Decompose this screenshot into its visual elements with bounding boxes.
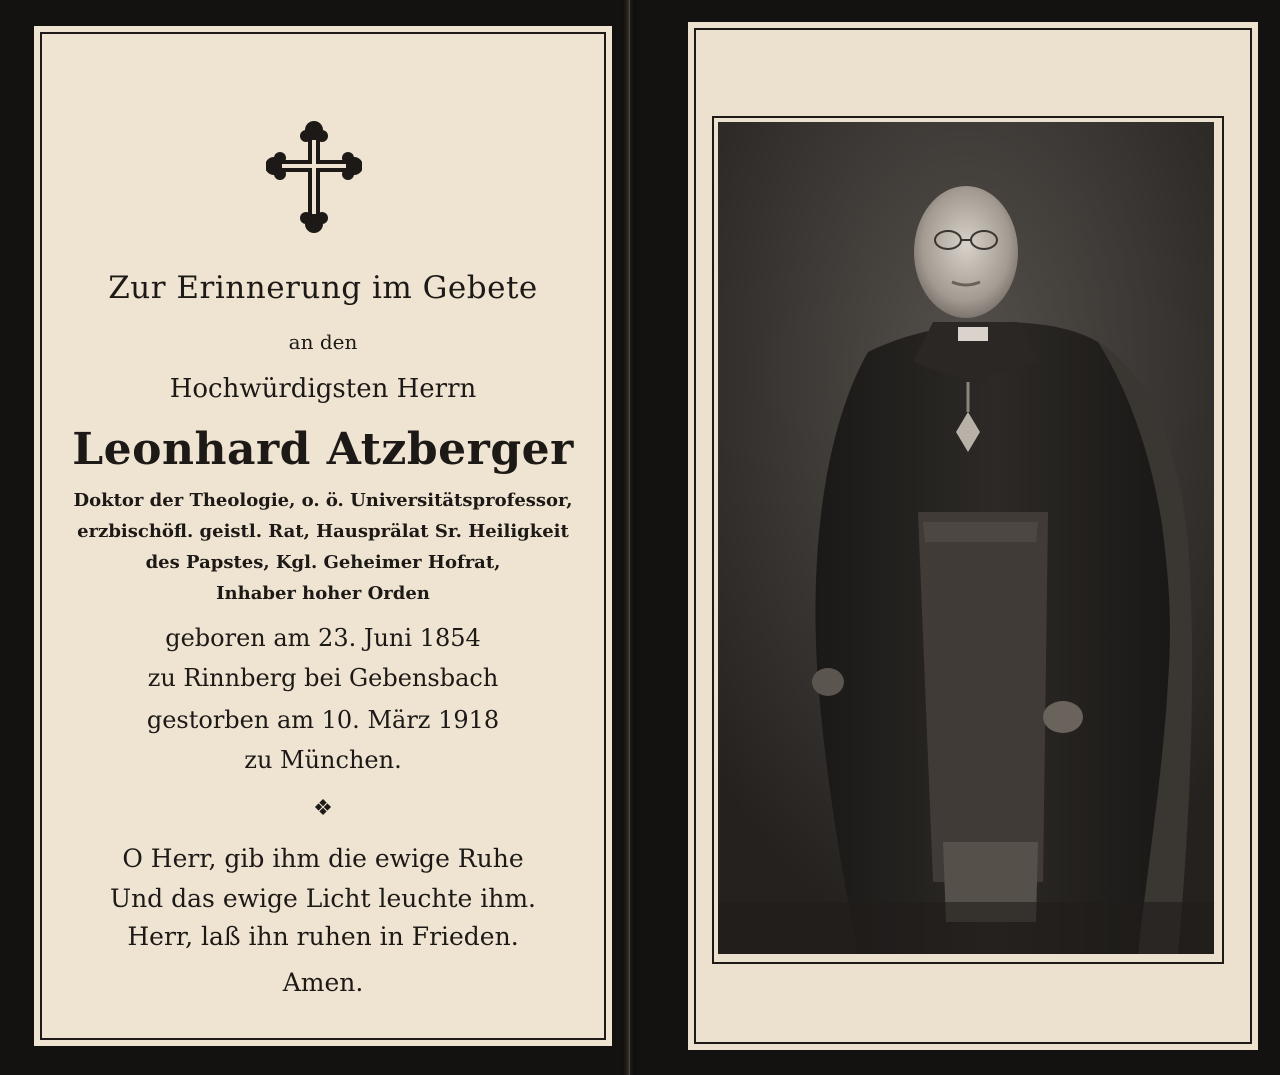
ornament-divider: ❖: [313, 796, 333, 821]
subheading: an den: [288, 330, 358, 354]
clergyman-portrait: [718, 122, 1214, 954]
text-panel-content: [34, 26, 612, 1046]
heading: Zur Erinnerung im Gebete: [108, 270, 538, 306]
birth-date: geboren am 23. Juni 1854: [165, 624, 481, 652]
budded-cross-icon: [266, 120, 362, 234]
death-place: zu München.: [244, 746, 402, 774]
birth-place: zu Rinnberg bei Gebensbach: [147, 664, 499, 692]
prayer-line: O Herr, gib ihm die ewige Ruhe: [122, 844, 524, 873]
description-line: erzbischöfl. geistl. Rat, Hausprälat Sr. Heiligkeit: [77, 521, 569, 542]
death-date: gestorben am 10. März 1918: [146, 706, 500, 734]
description-line: Doktor der Theologie, o. ö. Universitätsprofessor,: [73, 490, 573, 511]
description-line: des Papstes, Kgl. Geheimer Hofrat,: [145, 552, 501, 573]
description-line: Inhaber hoher Orden: [216, 583, 430, 604]
deceased-name: Leonhard Atzberger: [72, 424, 574, 475]
card-fold: [622, 0, 636, 1075]
prayer-line: Und das ewige Licht leuchte ihm.: [110, 884, 536, 913]
text-panel: [34, 26, 612, 1046]
honorific: Hochwürdigsten Herrn: [169, 374, 477, 404]
portrait-panel: [688, 22, 1258, 1050]
prayer-amen: Amen.: [282, 968, 364, 997]
portrait-photo: [718, 122, 1214, 954]
prayer-line: Herr, laß ihn ruhen in Frieden.: [127, 922, 519, 951]
